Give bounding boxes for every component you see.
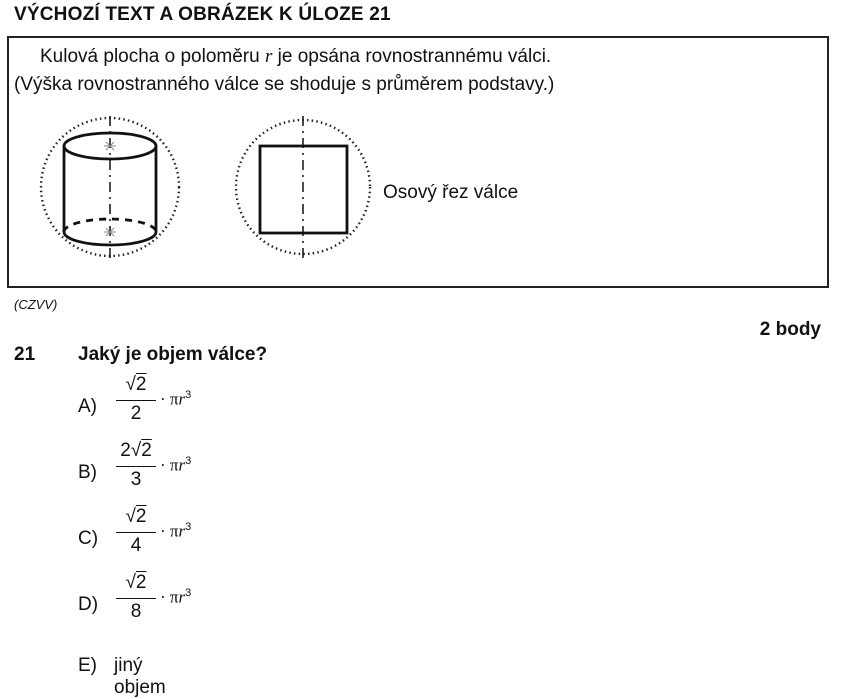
cylinder-in-sphere-figure <box>38 112 183 262</box>
radicand: 2 <box>135 506 147 527</box>
fraction-bar <box>116 532 156 533</box>
radius-variable: r <box>264 46 273 67</box>
formula-tail: · $\pi r^3$ <box>160 389 192 409</box>
option-label: D) <box>78 594 99 615</box>
question-text: Jaký je objem válce? <box>78 344 268 365</box>
figure-caption: Osový řez válce <box>383 182 519 203</box>
fraction <box>114 372 158 425</box>
sqrt-symbol: √2 <box>125 374 147 395</box>
sqrt-symbol: √2 <box>130 440 152 461</box>
intro-line-2: (Výška rovnostranného válce se shoduje s průměrem podstavy.) <box>14 74 555 95</box>
denominator: 2 <box>130 403 142 424</box>
fraction <box>114 438 158 491</box>
denominator: 8 <box>130 601 142 622</box>
axial-section-figure <box>235 112 380 262</box>
sqrt-symbol: √2 <box>125 506 147 527</box>
sqrt-symbol: √2 <box>125 572 147 593</box>
fraction-bar <box>116 598 156 599</box>
denominator: 4 <box>130 535 142 556</box>
radicand: 2 <box>135 572 147 593</box>
radicand: 2 <box>135 374 147 395</box>
option-label: C) <box>78 528 99 549</box>
numerator-coefficient: 2 <box>120 440 131 461</box>
option-label: A) <box>78 396 97 417</box>
section-heading: VÝCHOZÍ TEXT A OBRÁZEK K ÚLOZE 21 <box>14 4 391 25</box>
option-text: jiný objem <box>114 655 166 698</box>
question-number: 21 <box>14 344 36 365</box>
fraction-bar <box>116 400 156 401</box>
radicand: 2 <box>141 440 152 461</box>
formula-tail: · $\pi r^3$ <box>160 587 192 607</box>
intro-text-before: Kulová plocha o poloměru <box>40 46 260 67</box>
fraction-bar <box>116 466 156 467</box>
fraction <box>114 504 158 557</box>
formula-tail: · $\pi r^3$ <box>160 521 192 541</box>
option-label: E) <box>78 655 97 676</box>
source-note: (CZVV) <box>14 297 58 312</box>
points-value: 2 body <box>759 319 821 340</box>
intro-text-after: je opsána rovnostrannému válci. <box>277 46 552 67</box>
fraction <box>114 570 158 623</box>
formula-tail: · $\pi r^3$ <box>160 455 192 475</box>
intro-line-1 <box>40 46 551 68</box>
denominator: 3 <box>130 469 142 490</box>
option-label: B) <box>78 462 97 483</box>
